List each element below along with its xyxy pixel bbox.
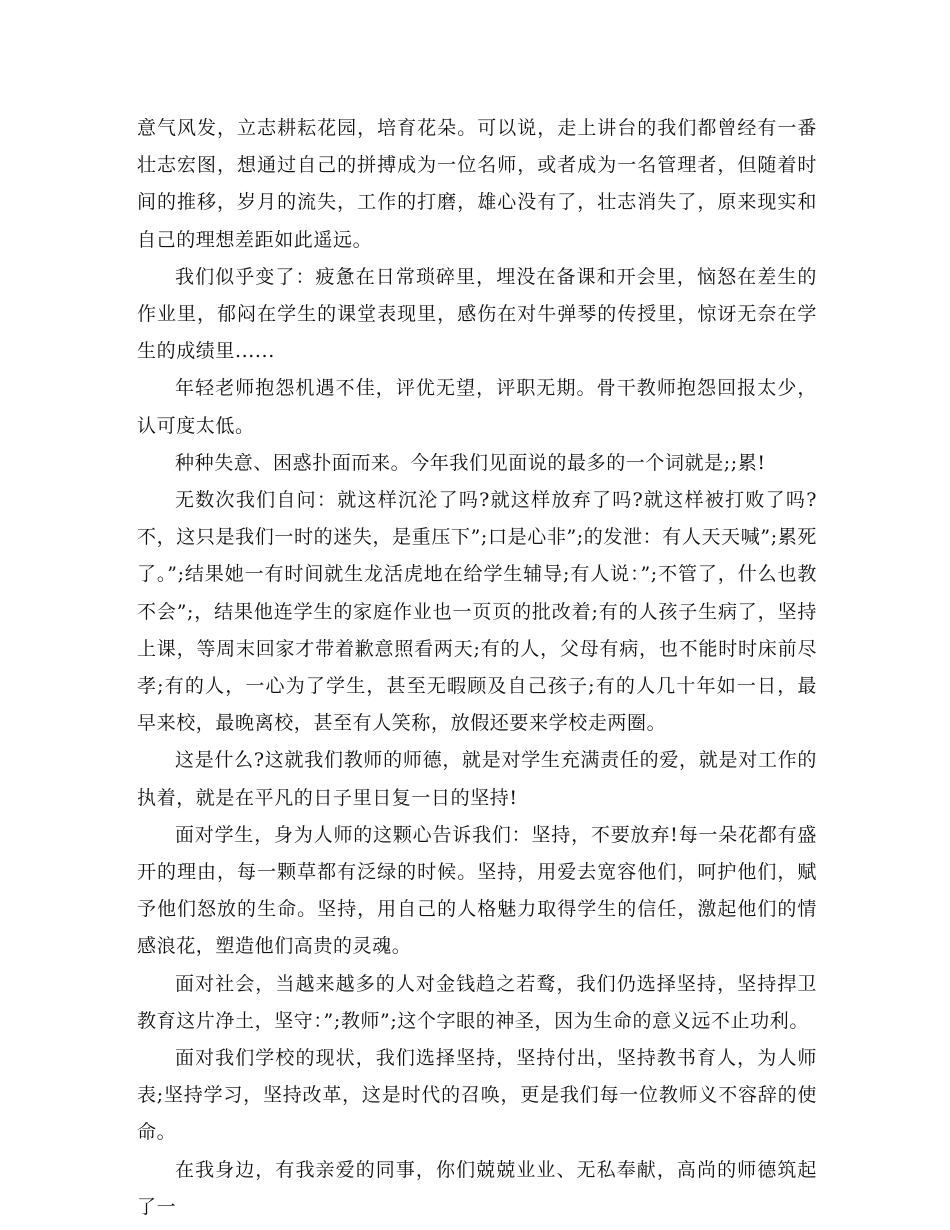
paragraph-9: 面对我们学校的现状，我们选择坚持，坚持付出，坚持教书育人，为人师表;坚持学习，坚持改革，这是时代的召唤，更是我们每一位教师义不容辞的使命。 (137, 1047, 817, 1144)
paragraph-8: 面对社会，当越来越多的人对金钱趋之若鹜，我们仍选择坚持，坚持捍卫教育这片净土，坚守：”;教师”;这个字眼的神圣，因为生命的意义远不止功利。 (137, 972, 817, 1032)
paragraph-10: 在我身边，有我亲爱的同事，你们兢兢业业、无私奉献，高尚的师德筑起了一 (137, 1158, 817, 1218)
paragraph-7: 面对学生，身为人师的这颗心告诉我们：坚持，不要放弃!每一朵花都有盛开的理由，每一颗草都有泛绿的时候。坚持，用爱去宽容他们，呵护他们，赋予他们怒放的生命。坚持，用自己的人格魅力取得学生的信任，激起他们的情感浪花，塑造他们高贵的灵魂。 (137, 823, 817, 958)
paragraph-4: 种种失意、困惑扑面而来。今年我们见面说的最多的一个词就是;;累! (175, 451, 766, 474)
body-text (137, 110, 817, 1226)
paragraph-6: 这是什么?这就我们教师的师德，就是对学生充满责任的爱，就是对工作的执着，就是在平凡的日子里日复一日的坚持! (137, 749, 817, 809)
paragraph-1: 意气风发，立志耕耘花园，培育花朵。可以说，走上讲台的我们都曾经有一番壮志宏图，想通过自己的拼搏成为一位名师，或者成为一名管理者，但随着时间的推移，岁月的流失，工作的打磨，雄心没有了，壮志消失了，原来现实和自己的理想差距如此遥远。 (137, 117, 817, 251)
paragraph-3: 年轻老师抱怨机遇不佳，评优无望，评职无期。骨干教师抱怨回报太少，认可度太低。 (137, 377, 817, 437)
paragraph-5: 无数次我们自问：就这样沉沦了吗?就这样放弃了吗?就这样被打败了吗?不，这只是我们一时的迷失，是重压下”;口是心非”;的发泄：有人天天喊”;累死了。”;结果她一有时间就生龙活虎地在给学生辅导;有人说：”;不管了，什么也教不会”;，结果他连学生的家庭作业也一页页的批改着;有的人孩子生病了，坚持上课，等周末回家才带着歉意照看两天;有的人，父母有病，也不能时时床前尽孝;有的人，一心为了学生，甚至无暇顾及自己孩子;有的人几十年如一日，最早来校，最晚离校，甚至有人笑称，放假还要来学校走两圈。 (137, 489, 817, 735)
paragraph-2: 我们似乎变了：疲惫在日常琐碎里，埋没在备课和开会里，恼怒在差生的作业里，郁闷在学生的课堂表现里，感伤在对牛弹琴的传授里，惊讶无奈在学生的成绩里...... (137, 265, 817, 363)
